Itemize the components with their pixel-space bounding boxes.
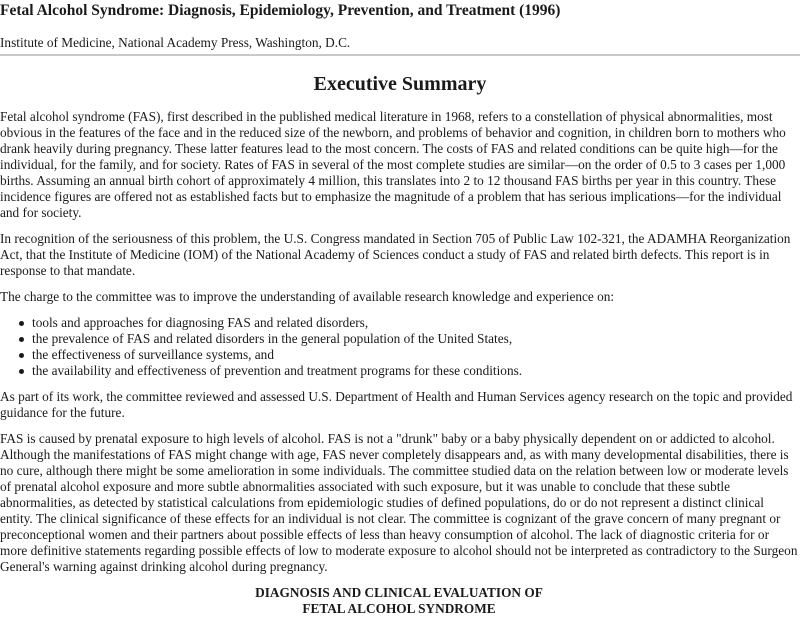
paragraph-introduction: Fetal alcohol syndrome (FAS), first described in the published medical literature in 1968, refers to a constellation of physical abnormalities, most obvious in the features of the face and in the reduced size of the newborn, and problems of behavior and cognition, in children born to mothers who drank heavily during pregnancy. These latter features lead to the most concern. The costs of FAS and related conditions can be quite high—for the individual, for the family, and for society. Rates of FAS in several of the most complete studies are similar—on the order of 0.5 to 3 cases per 1,000 births. Assuming an annual birth cohort of approximately 4 million, this translates into 2 to 12 thousand FAS births per year in this country. These incidence figures are offered not as established facts but to emphasize the magnitude of a problem that has serious implications—for the individual and for society. bbox=[0, 109, 786, 220]
paragraph-congressional-mandate: In recognition of the seriousness of this problem, the U.S. Congress mandated in Section 705 of Public Law 102-321, the ADAMHA Reorganization Act, that the Institute of Medicine (IOM) of the National Academy of Sciences conduct a study of FAS and related birth defects. This report is in response to that mandate. bbox=[0, 231, 791, 278]
list-item-text: the availability and effectiveness of prevention and treatment programs for these conditions. bbox=[32, 363, 523, 378]
paragraph-committee-review: As part of its work, the committee reviewed and assessed U.S. Department of Health and Human Services agency research on the topic and provided guidance for the future. bbox=[0, 389, 793, 420]
horizontal-divider bbox=[0, 54, 800, 56]
list-item-text: the prevalence of FAS and related disorders in the general population of the United States, bbox=[32, 331, 513, 346]
executive-summary-heading: Executive Summary bbox=[313, 73, 487, 95]
document-title: Fetal Alcohol Syndrome: Diagnosis, Epidemiology, Prevention, and Treatment (1996) bbox=[0, 2, 561, 19]
list-item-text: tools and approaches for diagnosing FAS and related disorders, bbox=[32, 315, 369, 330]
section-heading-line: DIAGNOSIS AND CLINICAL EVALUATION OF bbox=[255, 585, 543, 600]
list-item bbox=[32, 347, 798, 363]
paragraph-fas-cause: FAS is caused by prenatal exposure to high levels of alcohol. FAS is not a "drunk" baby or a baby physically dependent on or addicted to alcohol. Although the manifestations of FAS might change with age, FAS never completely disappears and, as with many developmental disabilities, there is no cure, although there might be some amelioration in some individuals. The committee studied data on the relation between low or moderate levels of prenatal alcohol exposure and more subtle abnormalities associated with such exposure, but it was unable to conclude that these subtle abnormalities, as detected by statistical calculations from epidemiologic studies of defined populations, do or do not represent a distinct clinical entity. The clinical significance of these effects for an individual is not clear. The committee is cognizant of the grave concern of many pregnant or preconceptional women and their partners about possible effects of less than heavy consumption of alcohol. The lack of diagnostic criteria for or more definitive statements regarding possible effects of low to moderate exposure to alcohol should not be interpreted as contradictory to the Surgeon General's warning against drinking alcohol during pregnancy. bbox=[0, 431, 798, 574]
publisher-line: Institute of Medicine, National Academy Press, Washington, D.C. bbox=[0, 35, 351, 50]
list-item bbox=[32, 315, 798, 331]
charge-list bbox=[0, 315, 798, 379]
list-item bbox=[32, 331, 798, 347]
summary-body bbox=[0, 109, 798, 617]
list-item-text: the effectiveness of surveillance systems, and bbox=[32, 347, 274, 362]
section-heading-line: FETAL ALCOHOL SYNDROME bbox=[302, 601, 496, 616]
bullet-icon bbox=[19, 369, 24, 374]
paragraph-committee-charge: The charge to the committee was to improve the understanding of available research knowledge and experience on: bbox=[0, 289, 615, 304]
section-heading-diagnosis bbox=[0, 585, 798, 617]
bullet-icon bbox=[19, 353, 24, 358]
bullet-icon bbox=[19, 321, 24, 326]
bullet-icon bbox=[19, 337, 24, 342]
list-item bbox=[32, 363, 798, 379]
